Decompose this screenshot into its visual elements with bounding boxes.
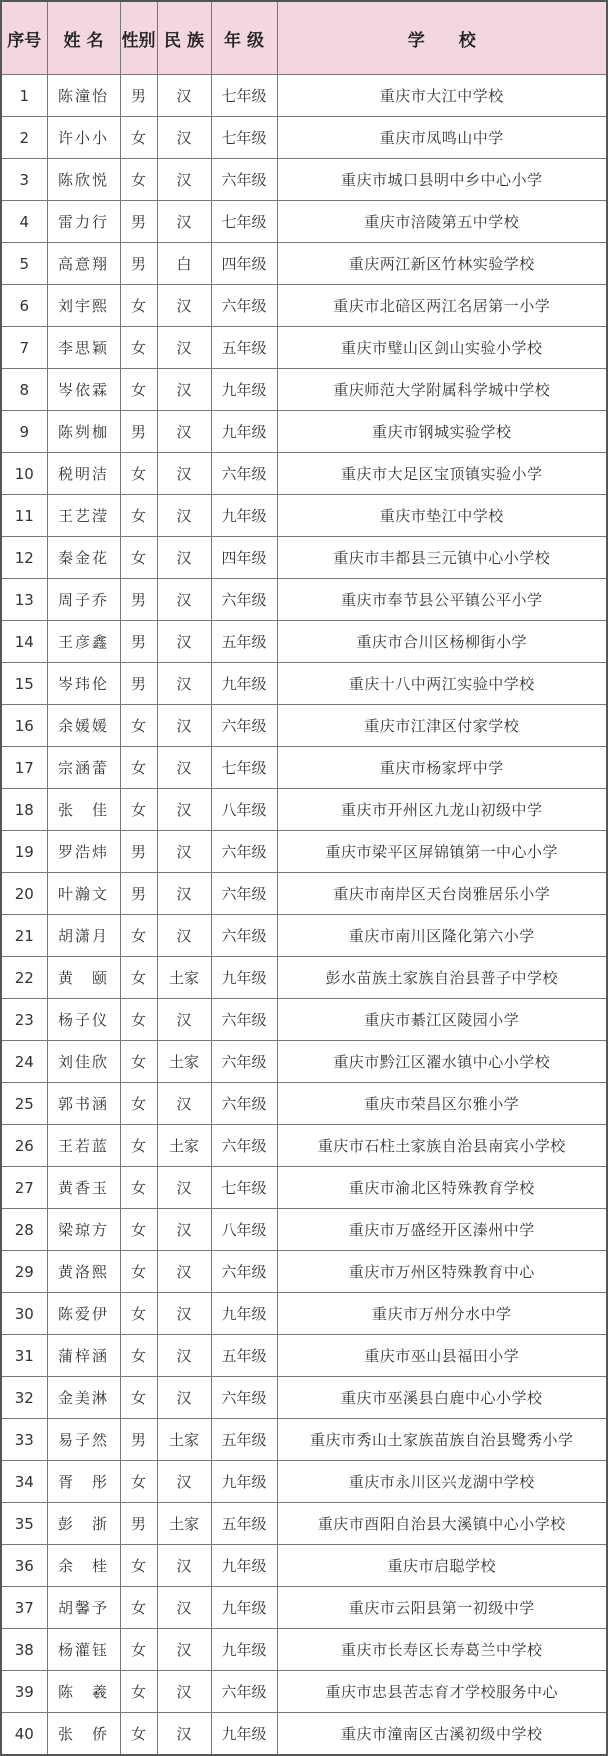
table-row xyxy=(1,1629,607,1671)
cell-grade: 六年级 xyxy=(211,831,277,873)
cell-sex: 男 xyxy=(120,831,157,873)
cell-sex: 女 xyxy=(120,1041,157,1083)
table-row xyxy=(1,327,607,369)
cell-no: 37 xyxy=(1,1587,47,1629)
table-body xyxy=(1,75,607,1756)
cell-name: 周子乔 xyxy=(47,579,120,621)
cell-name: 陈刿枷 xyxy=(47,411,120,453)
table-row xyxy=(1,75,607,117)
cell-name: 刘宇熙 xyxy=(47,285,120,327)
cell-ethnicity: 汉 xyxy=(157,75,211,117)
table-row xyxy=(1,957,607,999)
cell-grade: 五年级 xyxy=(211,1503,277,1545)
table-row xyxy=(1,789,607,831)
cell-no: 21 xyxy=(1,915,47,957)
cell-grade: 九年级 xyxy=(211,1545,277,1587)
cell-name: 高意翔 xyxy=(47,243,120,285)
cell-name: 蒲梓涵 xyxy=(47,1335,120,1377)
cell-ethnicity: 汉 xyxy=(157,201,211,243)
cell-no: 4 xyxy=(1,201,47,243)
cell-school: 重庆市巫山县福田小学 xyxy=(277,1335,607,1377)
cell-sex: 女 xyxy=(120,747,157,789)
cell-ethnicity: 土家 xyxy=(157,1419,211,1461)
cell-name: 黄 颐 xyxy=(47,957,120,999)
cell-no: 2 xyxy=(1,117,47,159)
header-ethnicity: 民 族 xyxy=(157,1,211,75)
cell-school: 重庆市石柱土家族自治县南宾小学校 xyxy=(277,1125,607,1167)
cell-school: 重庆市大江中学校 xyxy=(277,75,607,117)
cell-sex: 女 xyxy=(120,999,157,1041)
cell-ethnicity: 汉 xyxy=(157,159,211,201)
cell-sex: 女 xyxy=(120,957,157,999)
cell-sex: 女 xyxy=(120,915,157,957)
cell-grade: 六年级 xyxy=(211,705,277,747)
cell-grade: 九年级 xyxy=(211,1293,277,1335)
cell-grade: 六年级 xyxy=(211,1671,277,1713)
cell-no: 25 xyxy=(1,1083,47,1125)
table-row xyxy=(1,1335,607,1377)
cell-no: 20 xyxy=(1,873,47,915)
cell-grade: 六年级 xyxy=(211,1377,277,1419)
cell-grade: 五年级 xyxy=(211,621,277,663)
table-row xyxy=(1,1083,607,1125)
cell-name: 岑依霖 xyxy=(47,369,120,411)
cell-name: 叶瀚文 xyxy=(47,873,120,915)
cell-sex: 男 xyxy=(120,873,157,915)
cell-name: 王若蓝 xyxy=(47,1125,120,1167)
table-row xyxy=(1,1041,607,1083)
cell-name: 雷力行 xyxy=(47,201,120,243)
table-row xyxy=(1,663,607,705)
cell-grade: 六年级 xyxy=(211,285,277,327)
cell-name: 陈 羲 xyxy=(47,1671,120,1713)
cell-no: 26 xyxy=(1,1125,47,1167)
cell-sex: 女 xyxy=(120,453,157,495)
header-school: 学 校 xyxy=(277,1,607,75)
cell-school: 彭水苗族土家族自治县普子中学校 xyxy=(277,957,607,999)
cell-grade: 六年级 xyxy=(211,453,277,495)
cell-sex: 女 xyxy=(120,1293,157,1335)
cell-no: 10 xyxy=(1,453,47,495)
cell-grade: 九年级 xyxy=(211,495,277,537)
cell-grade: 九年级 xyxy=(211,411,277,453)
table-row xyxy=(1,1461,607,1503)
cell-ethnicity: 汉 xyxy=(157,1545,211,1587)
cell-name: 陈潼怡 xyxy=(47,75,120,117)
cell-no: 36 xyxy=(1,1545,47,1587)
cell-grade: 九年级 xyxy=(211,1713,277,1756)
cell-name: 税明洁 xyxy=(47,453,120,495)
table-row xyxy=(1,1251,607,1293)
cell-ethnicity: 汉 xyxy=(157,1083,211,1125)
cell-name: 易子然 xyxy=(47,1419,120,1461)
cell-no: 14 xyxy=(1,621,47,663)
cell-sex: 女 xyxy=(120,705,157,747)
cell-ethnicity: 汉 xyxy=(157,1587,211,1629)
cell-no: 32 xyxy=(1,1377,47,1419)
cell-ethnicity: 汉 xyxy=(157,705,211,747)
cell-grade: 六年级 xyxy=(211,999,277,1041)
cell-sex: 男 xyxy=(120,411,157,453)
cell-ethnicity: 汉 xyxy=(157,117,211,159)
cell-no: 24 xyxy=(1,1041,47,1083)
cell-sex: 女 xyxy=(120,789,157,831)
cell-ethnicity: 汉 xyxy=(157,1167,211,1209)
cell-school: 重庆市綦江区陵园小学 xyxy=(277,999,607,1041)
cell-ethnicity: 土家 xyxy=(157,957,211,999)
cell-grade: 六年级 xyxy=(211,579,277,621)
header-row xyxy=(1,1,607,75)
cell-sex: 女 xyxy=(120,1587,157,1629)
cell-school: 重庆两江新区竹林实验学校 xyxy=(277,243,607,285)
table-row xyxy=(1,243,607,285)
cell-ethnicity: 汉 xyxy=(157,1251,211,1293)
cell-name: 胡潇月 xyxy=(47,915,120,957)
cell-name: 陈欣悦 xyxy=(47,159,120,201)
cell-no: 22 xyxy=(1,957,47,999)
cell-name: 王彦鑫 xyxy=(47,621,120,663)
cell-sex: 女 xyxy=(120,159,157,201)
table-row xyxy=(1,831,607,873)
cell-sex: 女 xyxy=(120,1377,157,1419)
cell-no: 12 xyxy=(1,537,47,579)
cell-sex: 女 xyxy=(120,1251,157,1293)
cell-school: 重庆市北碚区两江名居第一小学 xyxy=(277,285,607,327)
table-row xyxy=(1,285,607,327)
table-row xyxy=(1,1419,607,1461)
cell-name: 黄香玉 xyxy=(47,1167,120,1209)
table-row xyxy=(1,999,607,1041)
cell-sex: 女 xyxy=(120,327,157,369)
cell-ethnicity: 汉 xyxy=(157,495,211,537)
cell-ethnicity: 汉 xyxy=(157,1713,211,1756)
cell-name: 宗涵蕾 xyxy=(47,747,120,789)
cell-sex: 女 xyxy=(120,285,157,327)
cell-no: 16 xyxy=(1,705,47,747)
cell-sex: 女 xyxy=(120,1125,157,1167)
cell-school: 重庆市凤鸣山中学 xyxy=(277,117,607,159)
cell-grade: 九年级 xyxy=(211,663,277,705)
cell-name: 岑玮伦 xyxy=(47,663,120,705)
cell-ethnicity: 汉 xyxy=(157,1335,211,1377)
table-row xyxy=(1,1503,607,1545)
cell-no: 35 xyxy=(1,1503,47,1545)
cell-sex: 男 xyxy=(120,1419,157,1461)
cell-grade: 五年级 xyxy=(211,1419,277,1461)
table-row xyxy=(1,1377,607,1419)
table-row xyxy=(1,1125,607,1167)
table-row xyxy=(1,453,607,495)
cell-no: 39 xyxy=(1,1671,47,1713)
cell-ethnicity: 汉 xyxy=(157,1293,211,1335)
cell-ethnicity: 汉 xyxy=(157,663,211,705)
cell-grade: 八年级 xyxy=(211,789,277,831)
table-row xyxy=(1,1209,607,1251)
cell-no: 34 xyxy=(1,1461,47,1503)
cell-name: 刘佳欣 xyxy=(47,1041,120,1083)
cell-school: 重庆市南岸区天台岗雅居乐小学 xyxy=(277,873,607,915)
cell-sex: 女 xyxy=(120,1083,157,1125)
cell-sex: 男 xyxy=(120,1503,157,1545)
cell-grade: 五年级 xyxy=(211,327,277,369)
cell-sex: 女 xyxy=(120,1335,157,1377)
cell-school: 重庆市万州分水中学 xyxy=(277,1293,607,1335)
cell-school: 重庆市万州区特殊教育中心 xyxy=(277,1251,607,1293)
cell-ethnicity: 汉 xyxy=(157,789,211,831)
cell-ethnicity: 汉 xyxy=(157,831,211,873)
cell-name: 余 桂 xyxy=(47,1545,120,1587)
table-row xyxy=(1,159,607,201)
cell-grade: 六年级 xyxy=(211,915,277,957)
table-row xyxy=(1,495,607,537)
cell-name: 彭 浙 xyxy=(47,1503,120,1545)
cell-grade: 四年级 xyxy=(211,537,277,579)
cell-no: 15 xyxy=(1,663,47,705)
table-row xyxy=(1,411,607,453)
table-row xyxy=(1,1587,607,1629)
cell-no: 6 xyxy=(1,285,47,327)
table-row xyxy=(1,621,607,663)
cell-no: 31 xyxy=(1,1335,47,1377)
cell-name: 胥 彤 xyxy=(47,1461,120,1503)
cell-name: 秦金花 xyxy=(47,537,120,579)
cell-no: 7 xyxy=(1,327,47,369)
cell-school: 重庆市渝北区特殊教育学校 xyxy=(277,1167,607,1209)
cell-name: 胡馨予 xyxy=(47,1587,120,1629)
cell-school: 重庆市永川区兴龙湖中学校 xyxy=(277,1461,607,1503)
cell-no: 33 xyxy=(1,1419,47,1461)
table-row xyxy=(1,915,607,957)
cell-grade: 五年级 xyxy=(211,1335,277,1377)
cell-ethnicity: 汉 xyxy=(157,999,211,1041)
header-no: 序号 xyxy=(1,1,47,75)
cell-ethnicity: 汉 xyxy=(157,621,211,663)
cell-school: 重庆市潼南区古溪初级中学校 xyxy=(277,1713,607,1756)
cell-ethnicity: 汉 xyxy=(157,1461,211,1503)
cell-name: 梁琼方 xyxy=(47,1209,120,1251)
cell-school: 重庆市梁平区屏锦镇第一中心小学 xyxy=(277,831,607,873)
cell-ethnicity: 汉 xyxy=(157,327,211,369)
cell-school: 重庆市开州区九龙山初级中学 xyxy=(277,789,607,831)
cell-sex: 女 xyxy=(120,1713,157,1756)
cell-no: 30 xyxy=(1,1293,47,1335)
cell-no: 29 xyxy=(1,1251,47,1293)
cell-grade: 八年级 xyxy=(211,1209,277,1251)
cell-grade: 七年级 xyxy=(211,201,277,243)
cell-grade: 六年级 xyxy=(211,1251,277,1293)
cell-school: 重庆市杨家坪中学 xyxy=(277,747,607,789)
cell-sex: 男 xyxy=(120,201,157,243)
cell-sex: 女 xyxy=(120,369,157,411)
cell-school: 重庆市丰都县三元镇中心小学校 xyxy=(277,537,607,579)
cell-no: 11 xyxy=(1,495,47,537)
cell-sex: 女 xyxy=(120,1629,157,1671)
cell-name: 郭书涵 xyxy=(47,1083,120,1125)
cell-name: 张 侨 xyxy=(47,1713,120,1756)
table-row xyxy=(1,705,607,747)
cell-school: 重庆十八中两江实验中学校 xyxy=(277,663,607,705)
cell-no: 17 xyxy=(1,747,47,789)
cell-no: 27 xyxy=(1,1167,47,1209)
cell-grade: 九年级 xyxy=(211,1587,277,1629)
cell-school: 重庆市合川区杨柳街小学 xyxy=(277,621,607,663)
cell-no: 8 xyxy=(1,369,47,411)
cell-grade: 六年级 xyxy=(211,159,277,201)
cell-ethnicity: 汉 xyxy=(157,453,211,495)
cell-ethnicity: 汉 xyxy=(157,1671,211,1713)
cell-school: 重庆市酉阳自治县大溪镇中心小学校 xyxy=(277,1503,607,1545)
cell-school: 重庆市忠县苦志育才学校服务中心 xyxy=(277,1671,607,1713)
cell-ethnicity: 土家 xyxy=(157,1041,211,1083)
cell-no: 5 xyxy=(1,243,47,285)
cell-school: 重庆市云阳县第一初级中学 xyxy=(277,1587,607,1629)
cell-grade: 六年级 xyxy=(211,873,277,915)
cell-name: 杨灌钰 xyxy=(47,1629,120,1671)
cell-sex: 女 xyxy=(120,495,157,537)
cell-name: 罗浩炜 xyxy=(47,831,120,873)
cell-no: 28 xyxy=(1,1209,47,1251)
cell-no: 13 xyxy=(1,579,47,621)
cell-grade: 九年级 xyxy=(211,1629,277,1671)
cell-name: 杨子仪 xyxy=(47,999,120,1041)
cell-school: 重庆市璧山区剑山实验小学校 xyxy=(277,327,607,369)
table-row xyxy=(1,1293,607,1335)
cell-sex: 男 xyxy=(120,579,157,621)
cell-no: 23 xyxy=(1,999,47,1041)
table-row xyxy=(1,201,607,243)
cell-no: 1 xyxy=(1,75,47,117)
cell-sex: 女 xyxy=(120,1671,157,1713)
cell-ethnicity: 土家 xyxy=(157,1503,211,1545)
cell-ethnicity: 汉 xyxy=(157,1377,211,1419)
cell-grade: 七年级 xyxy=(211,747,277,789)
cell-ethnicity: 白 xyxy=(157,243,211,285)
cell-name: 黄洛熙 xyxy=(47,1251,120,1293)
cell-grade: 六年级 xyxy=(211,1083,277,1125)
cell-ethnicity: 汉 xyxy=(157,369,211,411)
cell-grade: 七年级 xyxy=(211,117,277,159)
cell-name: 陈爱伊 xyxy=(47,1293,120,1335)
cell-grade: 九年级 xyxy=(211,369,277,411)
table-row xyxy=(1,369,607,411)
cell-school: 重庆市大足区宝顶镇实验小学 xyxy=(277,453,607,495)
cell-sex: 女 xyxy=(120,1209,157,1251)
cell-school: 重庆市垫江中学校 xyxy=(277,495,607,537)
cell-school: 重庆市涪陵第五中学校 xyxy=(277,201,607,243)
cell-grade: 四年级 xyxy=(211,243,277,285)
cell-no: 38 xyxy=(1,1629,47,1671)
cell-ethnicity: 汉 xyxy=(157,537,211,579)
cell-school: 重庆市秀山土家族苗族自治县鹭秀小学 xyxy=(277,1419,607,1461)
cell-school: 重庆市钢城实验学校 xyxy=(277,411,607,453)
cell-sex: 男 xyxy=(120,621,157,663)
cell-sex: 女 xyxy=(120,537,157,579)
cell-school: 重庆师范大学附属科学城中学校 xyxy=(277,369,607,411)
cell-grade: 九年级 xyxy=(211,957,277,999)
table-row xyxy=(1,873,607,915)
cell-school: 重庆市巫溪县白鹿中心小学校 xyxy=(277,1377,607,1419)
table-row xyxy=(1,537,607,579)
cell-ethnicity: 汉 xyxy=(157,915,211,957)
table-row xyxy=(1,1167,607,1209)
table-header xyxy=(1,1,607,75)
header-sex: 性别 xyxy=(120,1,157,75)
cell-ethnicity: 汉 xyxy=(157,579,211,621)
cell-name: 张 佳 xyxy=(47,789,120,831)
cell-ethnicity: 土家 xyxy=(157,1125,211,1167)
cell-school: 重庆市荣昌区尔雅小学 xyxy=(277,1083,607,1125)
cell-sex: 女 xyxy=(120,1461,157,1503)
cell-name: 许小小 xyxy=(47,117,120,159)
cell-ethnicity: 汉 xyxy=(157,747,211,789)
cell-sex: 男 xyxy=(120,243,157,285)
cell-school: 重庆市江津区付家学校 xyxy=(277,705,607,747)
cell-grade: 九年级 xyxy=(211,1461,277,1503)
cell-ethnicity: 汉 xyxy=(157,411,211,453)
table-row xyxy=(1,1671,607,1713)
table-row xyxy=(1,579,607,621)
table-row xyxy=(1,117,607,159)
cell-grade: 七年级 xyxy=(211,75,277,117)
cell-grade: 六年级 xyxy=(211,1041,277,1083)
cell-name: 王艺滢 xyxy=(47,495,120,537)
cell-school: 重庆市黔江区濯水镇中心小学校 xyxy=(277,1041,607,1083)
cell-sex: 女 xyxy=(120,117,157,159)
cell-school: 重庆市奉节县公平镇公平小学 xyxy=(277,579,607,621)
cell-school: 重庆市南川区隆化第六小学 xyxy=(277,915,607,957)
cell-no: 40 xyxy=(1,1713,47,1756)
cell-name: 李思颖 xyxy=(47,327,120,369)
table-row xyxy=(1,1545,607,1587)
cell-no: 9 xyxy=(1,411,47,453)
cell-sex: 女 xyxy=(120,1167,157,1209)
table-row xyxy=(1,1713,607,1756)
cell-ethnicity: 汉 xyxy=(157,873,211,915)
cell-sex: 男 xyxy=(120,75,157,117)
cell-school: 重庆市万盛经开区溱州中学 xyxy=(277,1209,607,1251)
cell-sex: 男 xyxy=(120,663,157,705)
cell-ethnicity: 汉 xyxy=(157,1629,211,1671)
header-grade: 年 级 xyxy=(211,1,277,75)
cell-no: 19 xyxy=(1,831,47,873)
cell-grade: 七年级 xyxy=(211,1167,277,1209)
cell-ethnicity: 汉 xyxy=(157,1209,211,1251)
cell-school: 重庆市城口县明中乡中心小学 xyxy=(277,159,607,201)
cell-sex: 女 xyxy=(120,1545,157,1587)
cell-school: 重庆市启聪学校 xyxy=(277,1545,607,1587)
cell-no: 18 xyxy=(1,789,47,831)
cell-grade: 六年级 xyxy=(211,1125,277,1167)
cell-name: 金美淋 xyxy=(47,1377,120,1419)
header-name: 姓 名 xyxy=(47,1,120,75)
cell-no: 3 xyxy=(1,159,47,201)
cell-ethnicity: 汉 xyxy=(157,285,211,327)
table-row xyxy=(1,747,607,789)
cell-school: 重庆市长寿区长寿葛兰中学校 xyxy=(277,1629,607,1671)
cell-name: 余媛媛 xyxy=(47,705,120,747)
